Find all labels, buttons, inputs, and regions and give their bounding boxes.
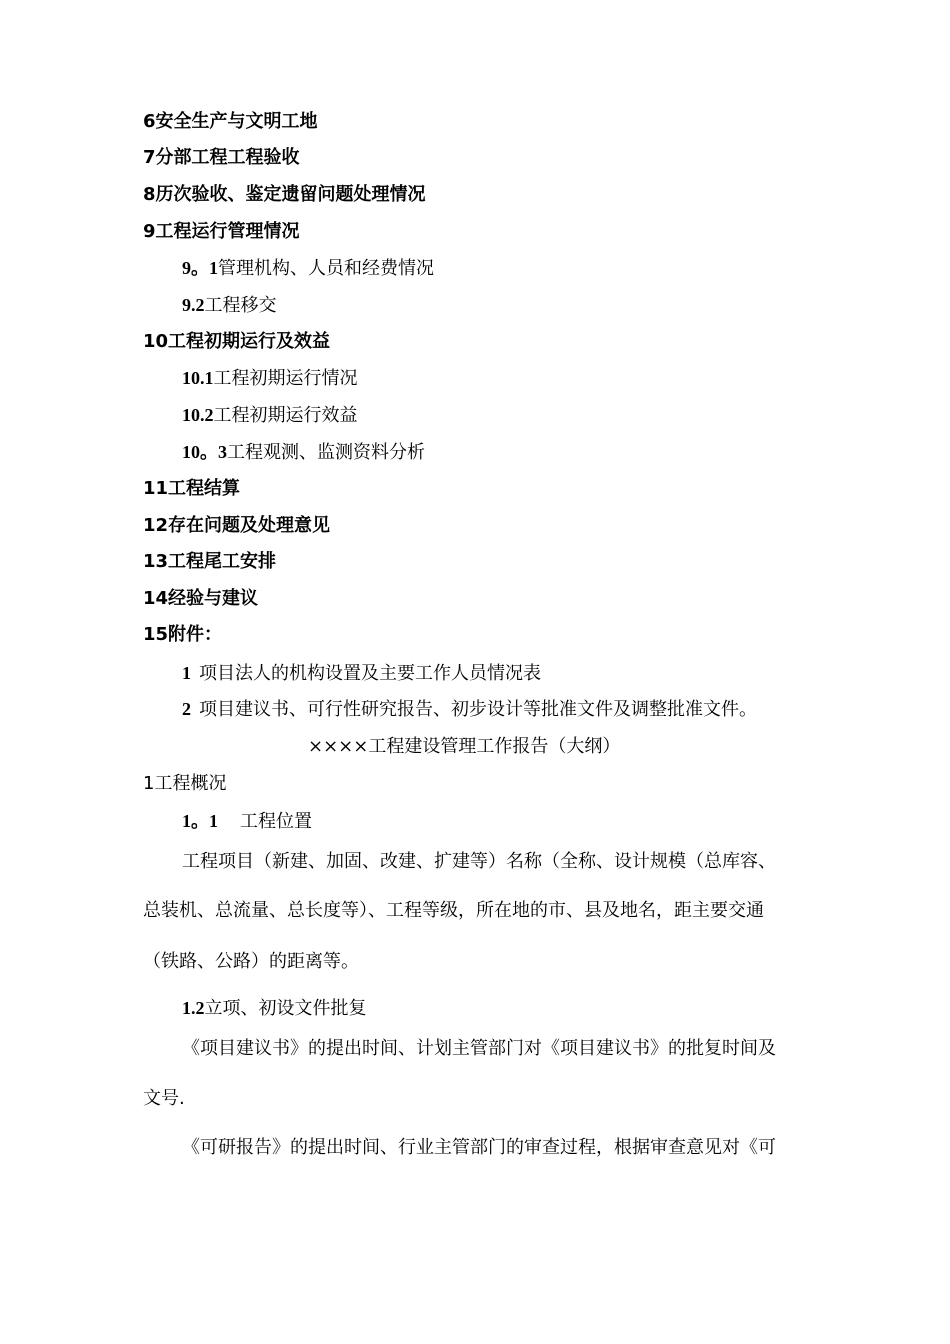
item-text: 项目建议书、可行性研究报告、初步设计等批准文件及调整批准文件。 xyxy=(199,699,757,720)
item-text: 立项、初设文件批复 xyxy=(204,998,367,1019)
item-number: 10。3 xyxy=(182,442,227,462)
item-text: 工程观测、监测资料分析 xyxy=(227,442,425,463)
item-text: 项目法人的机构设置及主要工作人员情况表 xyxy=(199,663,541,684)
outline-item-9-1 xyxy=(182,256,434,281)
item-text: 工程初期运行效益 xyxy=(213,405,358,426)
item-number: 2 xyxy=(182,699,191,719)
attachment-item-2 xyxy=(182,697,757,722)
subsection-1-2 xyxy=(182,996,367,1021)
paragraph-line: （铁路、公路）的距离等。 xyxy=(143,951,359,972)
outline-item-7: 7分部工程工程验收 xyxy=(143,147,300,168)
item-number: 1。1 xyxy=(182,811,218,831)
outline-item-6: 6安全生产与文明工地 xyxy=(143,111,318,132)
paragraph-line: 文号. xyxy=(143,1088,185,1109)
attachment-item-1 xyxy=(182,661,541,686)
outline-item-15: 15附件： xyxy=(143,624,223,645)
paragraph-line: 总装机、总流量、总长度等）、工程等级，所在地的市、县及地名，距主要交通 xyxy=(143,900,764,921)
item-number: 1.2 xyxy=(182,998,205,1018)
outline-item-11: 11工程结算 xyxy=(143,478,241,499)
item-number: 10.1 xyxy=(182,368,214,388)
item-number: 9.2 xyxy=(182,295,205,315)
outline-item-14: 14经验与建议 xyxy=(143,588,259,609)
outline-item-10-3 xyxy=(182,440,425,465)
paragraph-line: 《可研报告》的提出时间、行业主管部门的审查过程，根据审查意见对《可 xyxy=(182,1137,776,1158)
outline-item-10-1 xyxy=(182,366,358,391)
section-1-heading: 1工程概况 xyxy=(143,773,227,794)
outline-item-10: 10工程初期运行及效益 xyxy=(143,331,331,352)
outline-item-8: 8历次验收、鉴定遗留问题处理情况 xyxy=(143,184,426,205)
outline-item-12: 12存在问题及处理意见 xyxy=(143,515,331,536)
item-text: 工程位置 xyxy=(240,811,312,832)
report-title: ××××工程建设管理工作报告（大纲） xyxy=(308,736,621,757)
item-text: 工程初期运行情况 xyxy=(213,368,358,389)
item-text: 管理机构、人员和经费情况 xyxy=(218,258,434,279)
item-number: 9。1 xyxy=(182,258,218,278)
item-number: 1 xyxy=(182,663,191,683)
subsection-1-1 xyxy=(182,809,312,834)
outline-item-9: 9工程运行管理情况 xyxy=(143,221,300,242)
outline-item-9-2 xyxy=(182,293,277,318)
item-text: 工程移交 xyxy=(204,295,277,316)
outline-item-13: 13工程尾工安排 xyxy=(143,551,277,572)
paragraph-line: 《项目建议书》的提出时间、计划主管部门对《项目建议书》的批复时间及 xyxy=(182,1038,776,1059)
outline-item-10-2 xyxy=(182,403,358,428)
paragraph-line: 工程项目（新建、加固、改建、扩建等）名称（全称、设计规模（总库容、 xyxy=(182,851,776,872)
item-number: 10.2 xyxy=(182,405,214,425)
